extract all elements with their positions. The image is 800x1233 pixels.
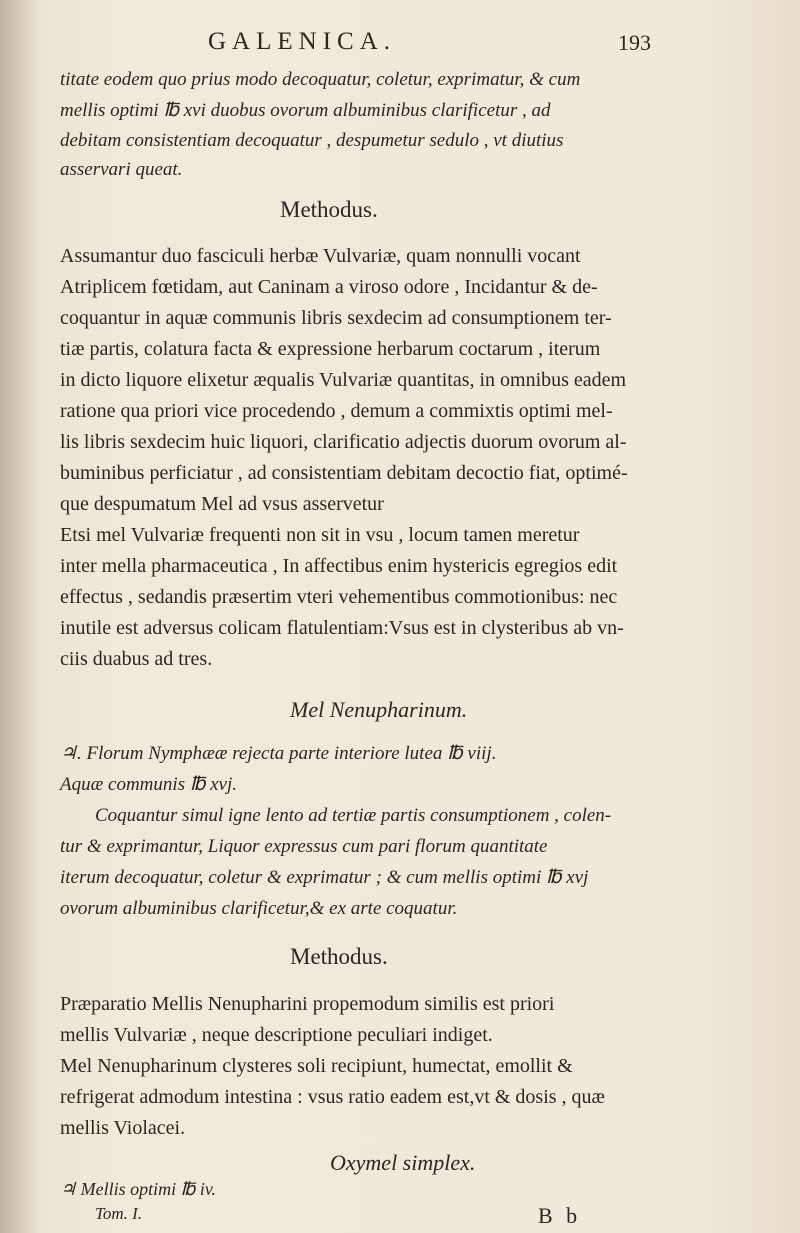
text-line: titate eodem quo prius modo decoquatur, coletur, exprimatur, & cum <box>60 69 581 90</box>
section-heading: Methodus. <box>280 197 378 222</box>
text-line: buminibus perficiatur , ad consistentiam debitam decoctio fiat, optimé- <box>60 462 628 484</box>
text-line: Præparatio Mellis Nenupharini propemodum similis est priori <box>60 993 555 1015</box>
text-line: inutile est adversus colicam flatulentiam:Vsus est in clysteribus ab vn- <box>60 617 624 639</box>
recipe-heading: Oxymel simplex. <box>330 1150 476 1175</box>
text-line: ciis duabus ad tres. <box>60 648 213 670</box>
text-line: Atriplicem fœtidam, aut Caninam a viroso odore , Incidantur & de- <box>60 276 598 298</box>
text-line: mellis Violacei. <box>60 1117 186 1139</box>
volume-label: Tom. I. <box>95 1204 143 1223</box>
text-line: ♃. Florum Nymphææ rejecta parte interiore lutea ℔ viij. <box>60 743 497 764</box>
page-header <box>208 28 708 60</box>
text-line: effectus , sedandis præsertim vteri vehementibus commotionibus: nec <box>60 586 618 608</box>
text-line: lis libris sexdecim huic liquori, clarificatio adjectis duorum ovorum al- <box>60 431 627 453</box>
text-line: mellis Vulvariæ , neque descriptione peculiari indiget. <box>60 1024 493 1046</box>
page-gutter-shadow <box>0 0 38 1233</box>
text-line: Coquantur simul igne lento ad tertiæ partis consumptionem , colen- <box>95 805 612 826</box>
text-line: coquantur in aquæ communis libris sexdecim ad consumptionem ter- <box>60 307 612 329</box>
signature-mark: B b <box>538 1203 582 1228</box>
running-head: GALENICA. <box>208 28 397 55</box>
text-line: iterum decoquatur, coletur & exprimatur ; & cum mellis optimi ℔ xvj <box>60 867 589 888</box>
section-heading: Methodus. <box>290 944 388 969</box>
page-number: 193 <box>618 30 651 55</box>
text-line: debitam consistentiam decoquatur , despumetur sedulo , vt diutius <box>60 130 564 151</box>
text-line: tiæ partis, colatura facta & expressione herbarum coctarum , iterum <box>60 338 601 360</box>
text-line: que despumatum Mel ad vsus asservetur <box>60 493 384 515</box>
text-line: Etsi mel Vulvariæ frequenti non sit in vsu , locum tamen meretur <box>60 524 580 546</box>
text-line: ratione qua priori vice procedendo , demum a commixtis optimi mel- <box>60 400 613 422</box>
text-line: inter mella pharmaceutica , In affectibus enim hystericis egregios edit <box>60 555 618 577</box>
text-line: in dicto liquore elixetur æqualis Vulvariæ quantitas, in omnibus eadem <box>60 369 627 391</box>
text-line: tur & exprimantur, Liquor expressus cum pari florum quantitate <box>60 836 548 857</box>
text-line: Assumantur duo fasciculi herbæ Vulvariæ, quam nonnulli vocant <box>60 245 581 267</box>
recipe-heading: Mel Nenupharinum. <box>290 697 468 722</box>
text-line: mellis optimi ℔ xvi duobus ovorum albuminibus clarificetur , ad <box>60 100 551 121</box>
text-line: ovorum albuminibus clarificetur,& ex arte coquatur. <box>60 898 458 919</box>
text-line: refrigerat admodum intestina : vsus ratio eadem est,vt & dosis , quæ <box>60 1086 605 1108</box>
text-line: asservari queat. <box>60 159 183 180</box>
text-line: Mel Nenupharinum clysteres soli recipiunt, humectat, emollit & <box>60 1055 573 1077</box>
text-line: Aquæ communis ℔ xvj. <box>60 774 238 795</box>
text-line: ♃ Mellis optimi ℔ iv. <box>60 1179 217 1199</box>
